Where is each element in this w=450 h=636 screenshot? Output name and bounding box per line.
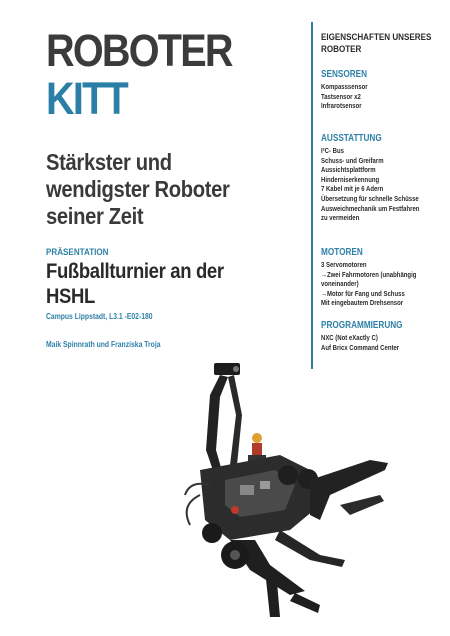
headline: Stärkster und wendigster Roboter seiner Zeit [46, 149, 230, 229]
section-line: voneinander) [321, 279, 359, 289]
section-line: Schuss- und Greifarm [321, 155, 384, 165]
section-line: NXC (Not eXactly C) [321, 333, 378, 342]
sidebar-title: EIGENSCHAFTEN UNSERES ROBOTER [321, 32, 432, 55]
title-roboter: ROBOTER [46, 25, 232, 76]
section-line: Infrarotsensor [321, 101, 362, 111]
section-line: I²C- Bus [321, 146, 344, 155]
section-line: 7 Kabel mit je 6 Adern [321, 184, 384, 194]
section-heading: MOTOREN [321, 247, 363, 258]
section-programmierung [321, 320, 432, 352]
section-line: →Motor für Fang und Schuss [321, 288, 405, 298]
section-heading: SENSOREN [321, 69, 368, 80]
section-line: Übersetzung für schnelle Schüsse [321, 193, 419, 203]
section-motoren [321, 247, 432, 308]
section-line: Kompasssensor [321, 82, 368, 91]
section-line: Hinderniserkennung [321, 174, 380, 184]
robot-figure [252, 433, 262, 443]
section-line: Auf Bricx Command Center [321, 342, 400, 352]
section-line: zu vermeiden [321, 213, 360, 223]
vertical-divider [311, 22, 313, 369]
section-line: Ausweichmechanik um Festfahren [321, 203, 420, 213]
authors-text: Maik Spinnrath und Franziska Troja [46, 340, 161, 349]
robot-photo [170, 355, 400, 620]
section-line: Mit eingebautem Drehsensor [321, 298, 404, 308]
robot-wheel [202, 523, 222, 543]
section-heading: PROGRAMMIERUNG [321, 320, 403, 331]
section-line: Aussichtsplattform [321, 165, 376, 175]
section-heading: AUSSTATTUNG [321, 133, 382, 144]
kicker-label: PRÄSENTATION [46, 247, 109, 258]
event-title: Fußballturnier an der HSHL [46, 259, 224, 308]
location-text: Campus Lippstadt, L3.1 -E02-180 [46, 312, 153, 321]
title-kitt: KITT [46, 73, 127, 124]
section-line: Tastsensor x2 [321, 91, 361, 101]
section-sensoren [321, 69, 432, 111]
section-ausstattung [321, 133, 432, 223]
section-line: 3 Servomotoren [321, 260, 367, 269]
section-line: →Zwei Fahrmotoren (unabhängig [321, 269, 417, 279]
